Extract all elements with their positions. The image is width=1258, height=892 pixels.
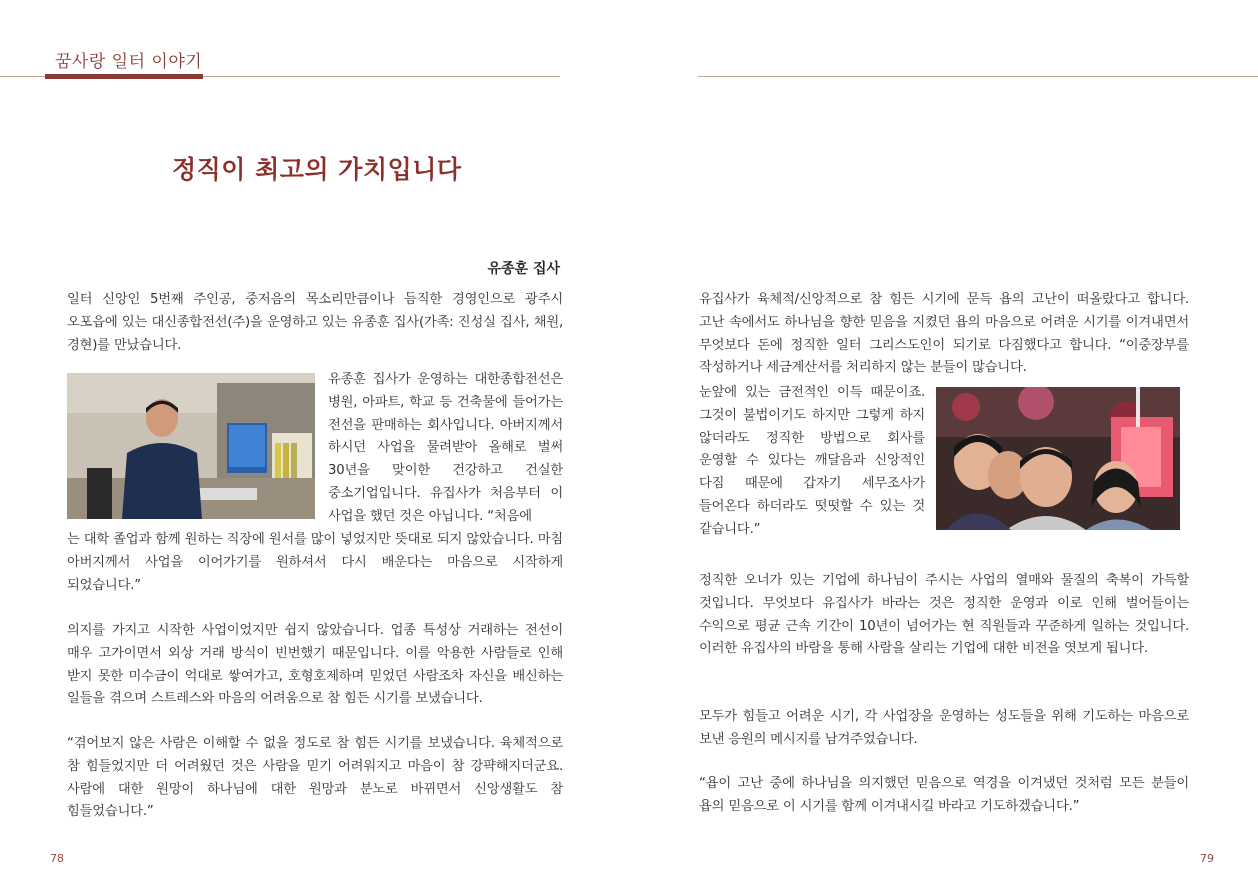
- page-number-right: 79: [1200, 852, 1214, 865]
- left-paragraph-4: “겪어보지 않은 사람은 이해할 수 없을 정도로 참 힘든 시기를 보냈습니다. 육체적으로 참 힘들었지만 더 어려웠던 것은 사람을 믿기 어려워지고 마음이 참 강퍅해지더군요. 사람에 대한 원망이 하나님에 대한 원망과 분노로 바뀌면서 신앙생활도 참 힘들었습니다.”: [67, 736, 563, 820]
- left-paragraph-2-rest: 는 대학 졸업과 함께 원하는 직장에 원서를 많이 넣었지만 뜻대로 되지 않았습니다. 마침 아버지께서 사업을 이어가기를 원하셔서 다시 배운다는 마음으로 시작하게 되었습니다.”: [67, 532, 563, 593]
- article-title: 정직이 최고의 가치입니다: [172, 155, 462, 184]
- section-label: 꿈사랑 일터 이야기: [55, 52, 203, 72]
- page-number-left: 78: [50, 852, 64, 865]
- right-paragraph-4: 모두가 힘들고 어려운 시기, 각 사업장을 운영하는 성도들을 위해 기도하는 마음으로 보낸 응원의 메시지를 남겨주었습니다.: [699, 709, 1189, 747]
- header-rule-accent: [45, 74, 203, 79]
- left-paragraph-1: 일터 신앙인 5번째 주인공, 중저음의 목소리만큼이나 듬직한 경영인으로 광주시 오포읍에 있는 대신종합전선(주)을 운영하고 있는 유종훈 집사(가족: 진성실 집사, 채원, 경현)를 만났습니다.: [67, 292, 563, 353]
- right-paragraph-1: 유집사가 육체적/신앙적으로 참 힘든 시기에 문득 욥의 고난이 떠올랐다고 합니다. 고난 속에서도 하나님을 향한 믿음을 지켰던 욥의 마음으로 어려운 시기를 이겨내면서 무엇보다 돈에 정직한 일터 그리스도인이 되기로 다짐했다고 합니다. “이중장부를 작성하거나 세금계산서를 처리하지 않는 분들이 많습니다.: [699, 292, 1189, 376]
- right-paragraph-5: “욥이 고난 중에 하나님을 의지했던 믿음으로 역경을 이겨냈던 것처럼 모든 분들이 욥의 믿음으로 이 시기를 함께 이겨내시길 바라고 기도하겠습니다.”: [699, 776, 1189, 814]
- left-paragraph-3: 의지를 가지고 시작한 사업이었지만 쉽지 않았습니다. 업종 특성상 거래하는 전선이 매우 고가이면서 외상 거래 방식이 빈번했기 때문입니다. 이를 악용한 사람들로 인해 받지 못한 미수금이 억대로 쌓여가고, 호형호제하며 믿었던 사람조차 자신을 배신하는 일들을 겪으며 스트레스와 마음의 어려움으로 참 힘든 시기를 보냈습니다.: [67, 623, 563, 707]
- right-paragraph-3: 정직한 오너가 있는 기업에 하나님이 주시는 사업의 열매와 물질의 축복이 가득할 것입니다. 무엇보다 유집사가 바라는 것은 정직한 운영과 이로 인해 벌어들이는 수익으로 평균 근속 기간이 10년이 넘어가는 현 직원들과 꾸준하게 일하는 것입니다. 이러한 유집사의 바람을 통해 사람을 살리는 기업에 대한 비전을 엿보게 됩니다.: [699, 573, 1189, 657]
- right-paragraph-2-beside: 눈앞에 있는 금전적인 이득 때문이죠. 그것이 불법이기도 하지만 그렇게 하지 않더라도 정직한 방법으로 회사를 운영할 수 있다는 깨달음과 신앙적인 다짐 때문에 갑자기 세무조사가 들어온다 하더라도 떳떳할 수 있는 것 같습니다.”: [699, 385, 925, 537]
- left-paragraph-2-beside: 유종훈 집사가 운영하는 대한종합전선은 병원, 아파트, 학교 등 건축물에 들어가는 전선을 판매하는 회사입니다. 아버지께서 하시던 사업을 물려받아 올해로 벌써 30년을 맞이한 건강하고 건실한 중소기업입니다. 유집사가 처음부터 이 사업을 했던 것은 아닙니다. “처음에: [328, 372, 563, 524]
- header-rule-right: [698, 76, 1258, 77]
- article-author: 유종훈 집사: [487, 261, 560, 277]
- office-photo: [67, 373, 315, 519]
- family-photo: [936, 387, 1180, 530]
